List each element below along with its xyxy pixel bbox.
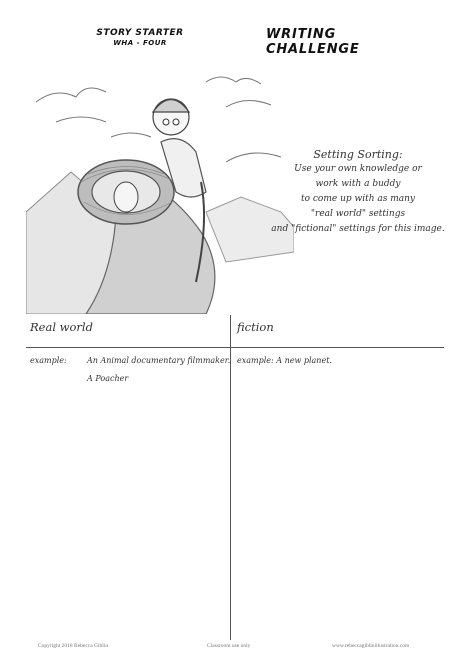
real-example-item: An Animal documentary filmmaker. (87, 356, 231, 365)
boy-climbing-nest-illustration (26, 62, 294, 314)
fiction-example: example: A new planet. (237, 356, 332, 365)
real-world-column-header: Real world (30, 320, 93, 334)
website-footer: www.rebeccagiblinillustration.com (332, 643, 410, 649)
instruction-line: to come up with as many (301, 194, 415, 204)
setting-sorting-instructions (258, 148, 458, 237)
story-starter-title: STORY STARTER (96, 28, 184, 38)
setting-sorting-heading: Setting Sorting: (313, 148, 403, 161)
instruction-line: Use your own knowledge or (294, 164, 422, 174)
instruction-line: and "fictional" settings for this image. (271, 224, 445, 234)
instruction-line: work with a buddy (315, 179, 401, 189)
writing-challenge-title: WRITING CHALLENGE (266, 27, 360, 57)
real-example-label: example: (30, 356, 67, 365)
fiction-column-header: fiction (237, 320, 274, 334)
usage-footer: Classroom use only (207, 643, 251, 649)
instruction-line: "real world" settings (310, 209, 406, 219)
table-header-divider (26, 347, 444, 348)
real-example-item: A Poacher (87, 374, 129, 383)
story-starter-subtitle: WHA - FOUR (113, 39, 167, 47)
copyright-footer: Copyright 2018 Rebecca Giblin (38, 643, 109, 649)
